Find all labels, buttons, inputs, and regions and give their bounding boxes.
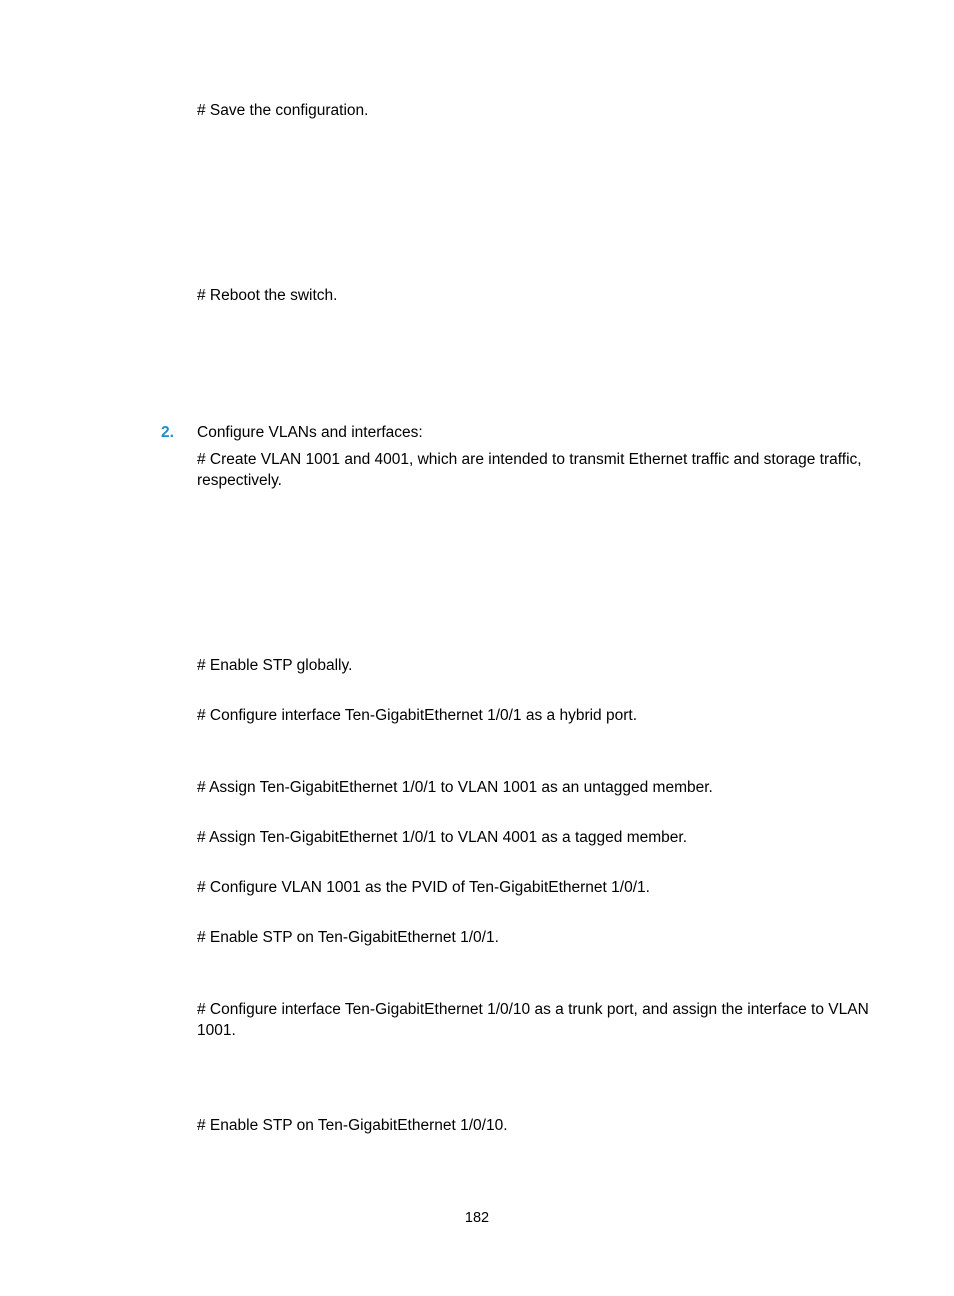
step-number: 2. xyxy=(161,424,174,441)
reboot-switch-text: # Reboot the switch. xyxy=(197,287,338,304)
assign-untagged-text: # Assign Ten-GigabitEthernet 1/0/1 to VLAN 1001 as an untagged member. xyxy=(197,779,713,796)
step-title: Configure VLANs and interfaces: xyxy=(197,424,423,441)
save-configuration-text: # Save the configuration. xyxy=(197,102,369,119)
enable-stp-port1-text: # Enable STP on Ten-GigabitEthernet 1/0/1. xyxy=(197,929,499,946)
create-vlan-text: # Create VLAN 1001 and 4001, which are intended to transmit Ethernet traffic and storage traffic, respectively. xyxy=(197,451,862,489)
trunk-port-text: # Configure interface Ten-GigabitEthernet 1/0/10 as a trunk port, and assign the interface to VLAN 1001. xyxy=(197,1001,869,1039)
page-number: 182 xyxy=(464,1210,490,1226)
enable-stp-port10-text: # Enable STP on Ten-GigabitEthernet 1/0/10. xyxy=(197,1117,508,1134)
pvid-text: # Configure VLAN 1001 as the PVID of Ten-GigabitEthernet 1/0/1. xyxy=(197,879,650,896)
enable-stp-globally-text: # Enable STP globally. xyxy=(197,657,353,674)
hybrid-port-text: # Configure interface Ten-GigabitEthernet 1/0/1 as a hybrid port. xyxy=(197,707,638,724)
assign-tagged-text: # Assign Ten-GigabitEthernet 1/0/1 to VLAN 4001 as a tagged member. xyxy=(197,829,687,846)
